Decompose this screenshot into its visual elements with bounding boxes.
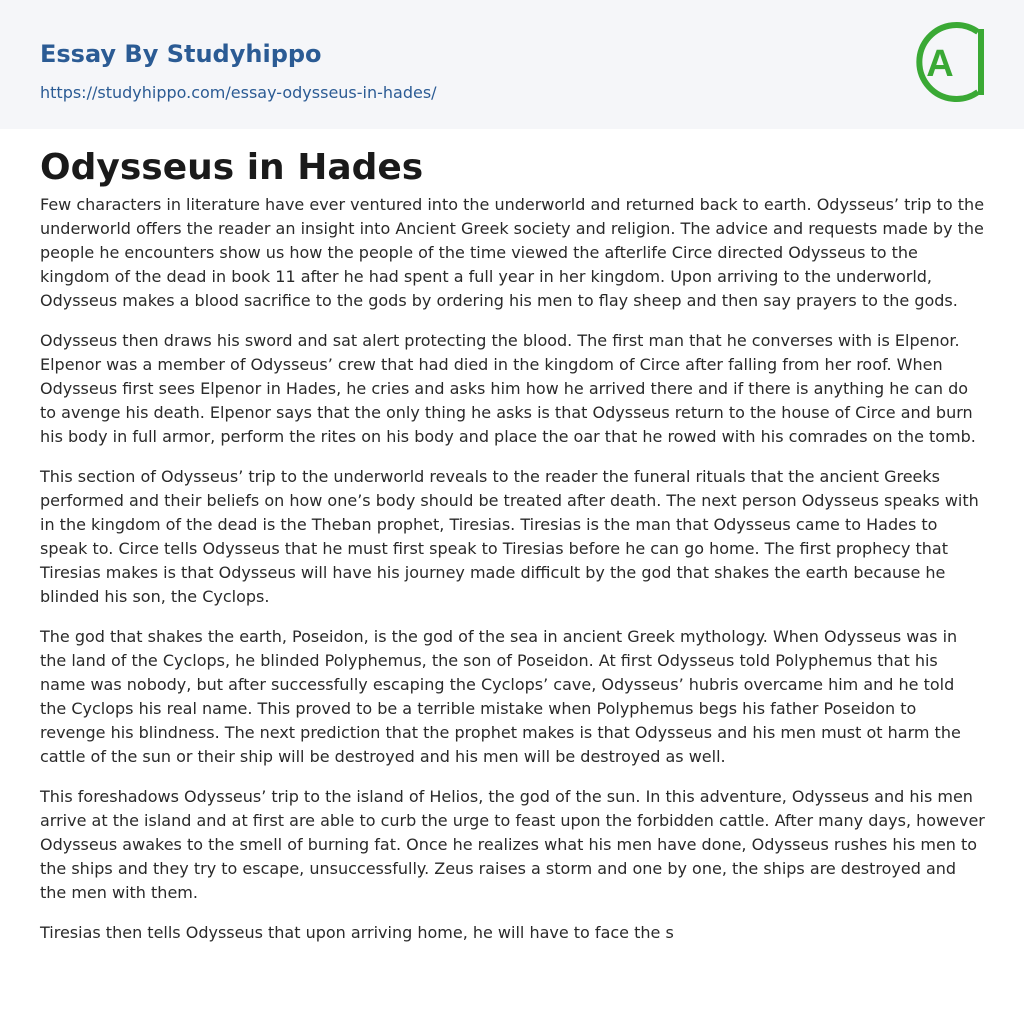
studyhippo-logo-icon[interactable]: [906, 16, 992, 108]
site-header: [0, 0, 1024, 129]
article: [40, 140, 985, 961]
article-paragraph-4: The god that shakes the earth, Poseidon, is the god of the sea in ancient Greek mythology. When Odysseus was in the land of the Cyclops, he blinded Polyphemus, the son of Poseidon. At first Odysseus told Polyphemus that his name was nobody, but after successfully escaping the Cyclops’ cave, Odysseus’ hubris overcame him and he told the Cyclops his real name. This proved to be a terrible mistake when Polyphemus begs his father Poseidon to revenge his blindness. The next prediction that the prophet makes is that Odysseus and his men must ot harm the cattle of the sun or their ship will be destroyed and his men will be destroyed as well.: [40, 627, 961, 766]
logo-letter: A: [926, 43, 954, 85]
site-brand[interactable]: Essay By Studyhippo: [40, 40, 322, 68]
article-paragraph-6: Tiresias then tells Odysseus that upon arriving home, he will have to face the s: [40, 923, 674, 942]
article-paragraph-2: Odysseus then draws his sword and sat alert protecting the blood. The first man that he converses with is Elpenor. Elpenor was a member of Odysseus’ crew that had died in the kingdom of Circe after falling from her roof. When Odysseus first sees Elpenor in Hades, he cries and asks him how he arrived there and if there is anything he can do to avenge his death. Elpenor says that the only thing he asks is that Odysseus return to the house of Circe and burn his body in full armor, perform the rites on his body and place the oar that he rowed with his comrades on the tomb.: [40, 331, 976, 446]
article-title: Odysseus in Hades: [40, 147, 424, 188]
article-paragraph-5: This foreshadows Odysseus’ trip to the island of Helios, the god of the sun. In this adventure, Odysseus and his men arrive at the island and at first are able to curb the urge to feast upon the forbidden cattle. After many days, however Odysseus awakes to the smell of burning fat. Once he realizes what his men have done, Odysseus rushes his men to the ships and they try to escape, unsuccessfully. Zeus raises a storm and one by one, the ships are destroyed and the men with them.: [40, 787, 985, 902]
article-paragraph-3: This section of Odysseus’ trip to the underworld reveals to the reader the funeral rituals that the ancient Greeks performed and their beliefs on how one’s body should be treated after death. The next person Odysseus speaks with in the kingdom of the dead is the Theban prophet, Tiresias. Tiresias is the man that Odysseus came to Hades to speak to. Circe tells Odysseus that he must first speak to Tiresias before he can go home. The first prophecy that Tiresias makes is that Odysseus will have his journey made difficult by the god that shakes the earth because he blinded his son, the Cyclops.: [40, 467, 979, 606]
essay-url-link[interactable]: https://studyhippo.com/essay-odysseus-in-hades/: [40, 83, 437, 102]
article-paragraph-1: Few characters in literature have ever ventured into the underworld and returned back to earth. Odysseus’ trip to the underworld offers the reader an insight into Ancient Greek society and religion. The advice and requests made by the people he encounters show us how the people of the time viewed the afterlife Circe directed Odysseus to the kingdom of the dead in book 11 after he had spent a full year in her kingdom. Upon arriving to the underworld, Odysseus makes a blood sacrifice to the gods by ordering his men to flay sheep and then say prayers to the gods.: [40, 195, 985, 310]
